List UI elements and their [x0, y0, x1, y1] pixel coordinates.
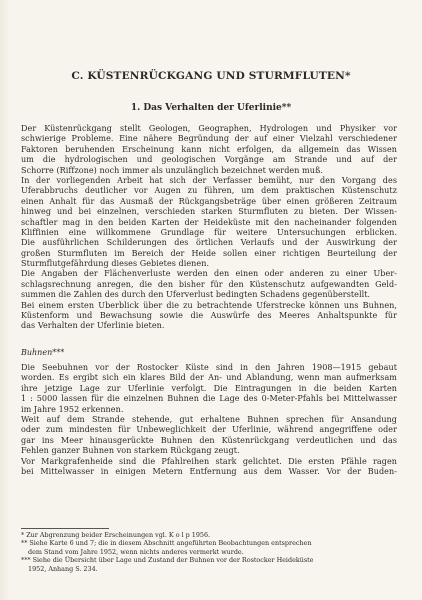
text-line: 1 : 5000 lassen für die einzelnen Buhnen die Lage des 0-Meter-Pfahls bei Mittelwasser [21, 394, 397, 404]
chapter-heading: C. KÜSTENRÜCKGANG UND STURMFLUTEN* [71, 70, 351, 82]
text-line: Die Seebuhnen vor der Rostocker Küste sind in den Jahren 1908—1915 gebaut [21, 363, 397, 372]
text-line: gar ins Meer hinausgerückte Buhnen den Küstenrückgang verdeutlichen und das [21, 435, 397, 445]
text-line: großen Sturmfluten im Bereich der Heide sollen einer richtigen Beurteilung der [21, 248, 397, 258]
subheading-buhnen: Buhnen*** [21, 348, 65, 357]
text-line: Schorre (Riffzone) noch immer als unzulänglich bezeichnet werden muß. [21, 165, 323, 175]
text-line: hinweg und bei einzelnen, verschieden starken Sturmfluten zu bieten. Der Wissen- [21, 207, 397, 217]
text-line: im Jahre 1952 erkennen. [21, 404, 124, 414]
footnote-line: ** Siehe Karte 6 und 7; die in diesem Abschnitt angeführten Beobachtungen entsprechen [21, 539, 312, 548]
text-line: Weit auf dem Strande stehende, gut erhaltene Buhnen sprechen für Ansandung [21, 414, 397, 424]
text-line: Kliffinien eine willkommene Grundlage für weitere Untersuchungen erblicken. [21, 227, 397, 237]
buhnen-paragraph [21, 363, 397, 477]
section-heading: 1. Das Verhalten der Uferlinie** [130, 103, 292, 113]
text-line: Sturmflutgefährdung dieses Gebietes dienen. [21, 259, 210, 269]
text-line: Küstenform und Bewachsung sowie die Auswürfe des Meeres Anhaltspunkte für [21, 311, 397, 321]
text-line: Faktoren beruhenden Erscheinung kann nicht erfolgen, da allgemein das Wissen [21, 144, 397, 154]
text-line: ihre jetzige Lage zur Uferlinie verfolgt. Die Eintragungen in die beiden Karten [21, 383, 397, 393]
text-line: Die Angaben der Flächenverluste werden den einen oder anderen zu einer Über- [21, 269, 397, 279]
text-line: worden. Es ergibt sich ein klares Bild der An- und Ablandung, wenn man aufmerksam [21, 373, 397, 383]
main-paragraph [21, 124, 397, 332]
footnote-line: dem Stand vom Jahre 1952, wenn nichts anderes vermerkt wurde. [28, 547, 244, 556]
footnote-line: * Zur Abgrenzung beider Erscheinungen vgl. K o l p 1956. [21, 531, 211, 539]
text-line: Bei einem ersten Überblick über die zu betrachtende Uferstrecke können uns Buhnen, [21, 300, 397, 310]
text-line: Die ausführlichen Schilderungen des örtlichen Verlaufs und der Auswirkung der [21, 238, 397, 248]
text-line: einen Anhalt für das Ausmaß der Rückgangsbeträge über einen größeren Zeitraum [21, 196, 397, 206]
text-line: In der vorliegenden Arbeit hat sich der Verfasser bemüht, nur den Vorgang des [21, 175, 397, 185]
text-line: schwierige Probleme. Eine nähere Begründung der auf einer Vielzahl verschiedener [21, 134, 397, 144]
text-line: summen die Zahlen des durch den Uferverlust bedingten Schadens gegenüberstellt. [21, 290, 371, 300]
text-line: bei Mittelwasser in einigen Metern Entfernung aus dem Wasser. Vor der Buden- [21, 466, 397, 476]
footnote-line: *** Siehe die Übersicht über Lage und Zustand der Buhnen vor der Rostocker Heideküste [21, 556, 314, 565]
footnote-line: 1952, Anhang S. 234. [28, 564, 98, 573]
text-line: Der Küstenrückgang stellt Geologen, Geographen, Hydrologen und Physiker vor [21, 124, 397, 133]
text-line: Vor Markgrafenheide sind die Pfahlreihen stark gelichtet. Die ersten Pfähle ragen [21, 456, 397, 466]
text-line: um die hydrologischen und geologischen Vorgänge am Strande und auf der [21, 155, 397, 165]
text-line: oder zum mindesten für Unbeweglichkeit der Uferlinie, während angegriffene oder [21, 425, 397, 435]
text-line: Fehlen ganzer Buhnen von starkem Rückgang zeugt. [21, 446, 240, 456]
text-line: Uferabbruchs deutlicher vor Augen zu führen, um dem praktischen Küstenschutz [21, 186, 397, 196]
footnotes [21, 531, 397, 573]
text-line: das Verhalten der Uferlinie bieten. [21, 321, 165, 331]
footnote-divider [21, 528, 109, 529]
text-line: schaftler mag in den beiden Karten der Heideküste mit den nacheinander folgenden [21, 217, 397, 227]
text-line: schlagsrechnung anregen, die den bisher für den Küstenschutz aufgewandten Geld- [21, 279, 397, 289]
